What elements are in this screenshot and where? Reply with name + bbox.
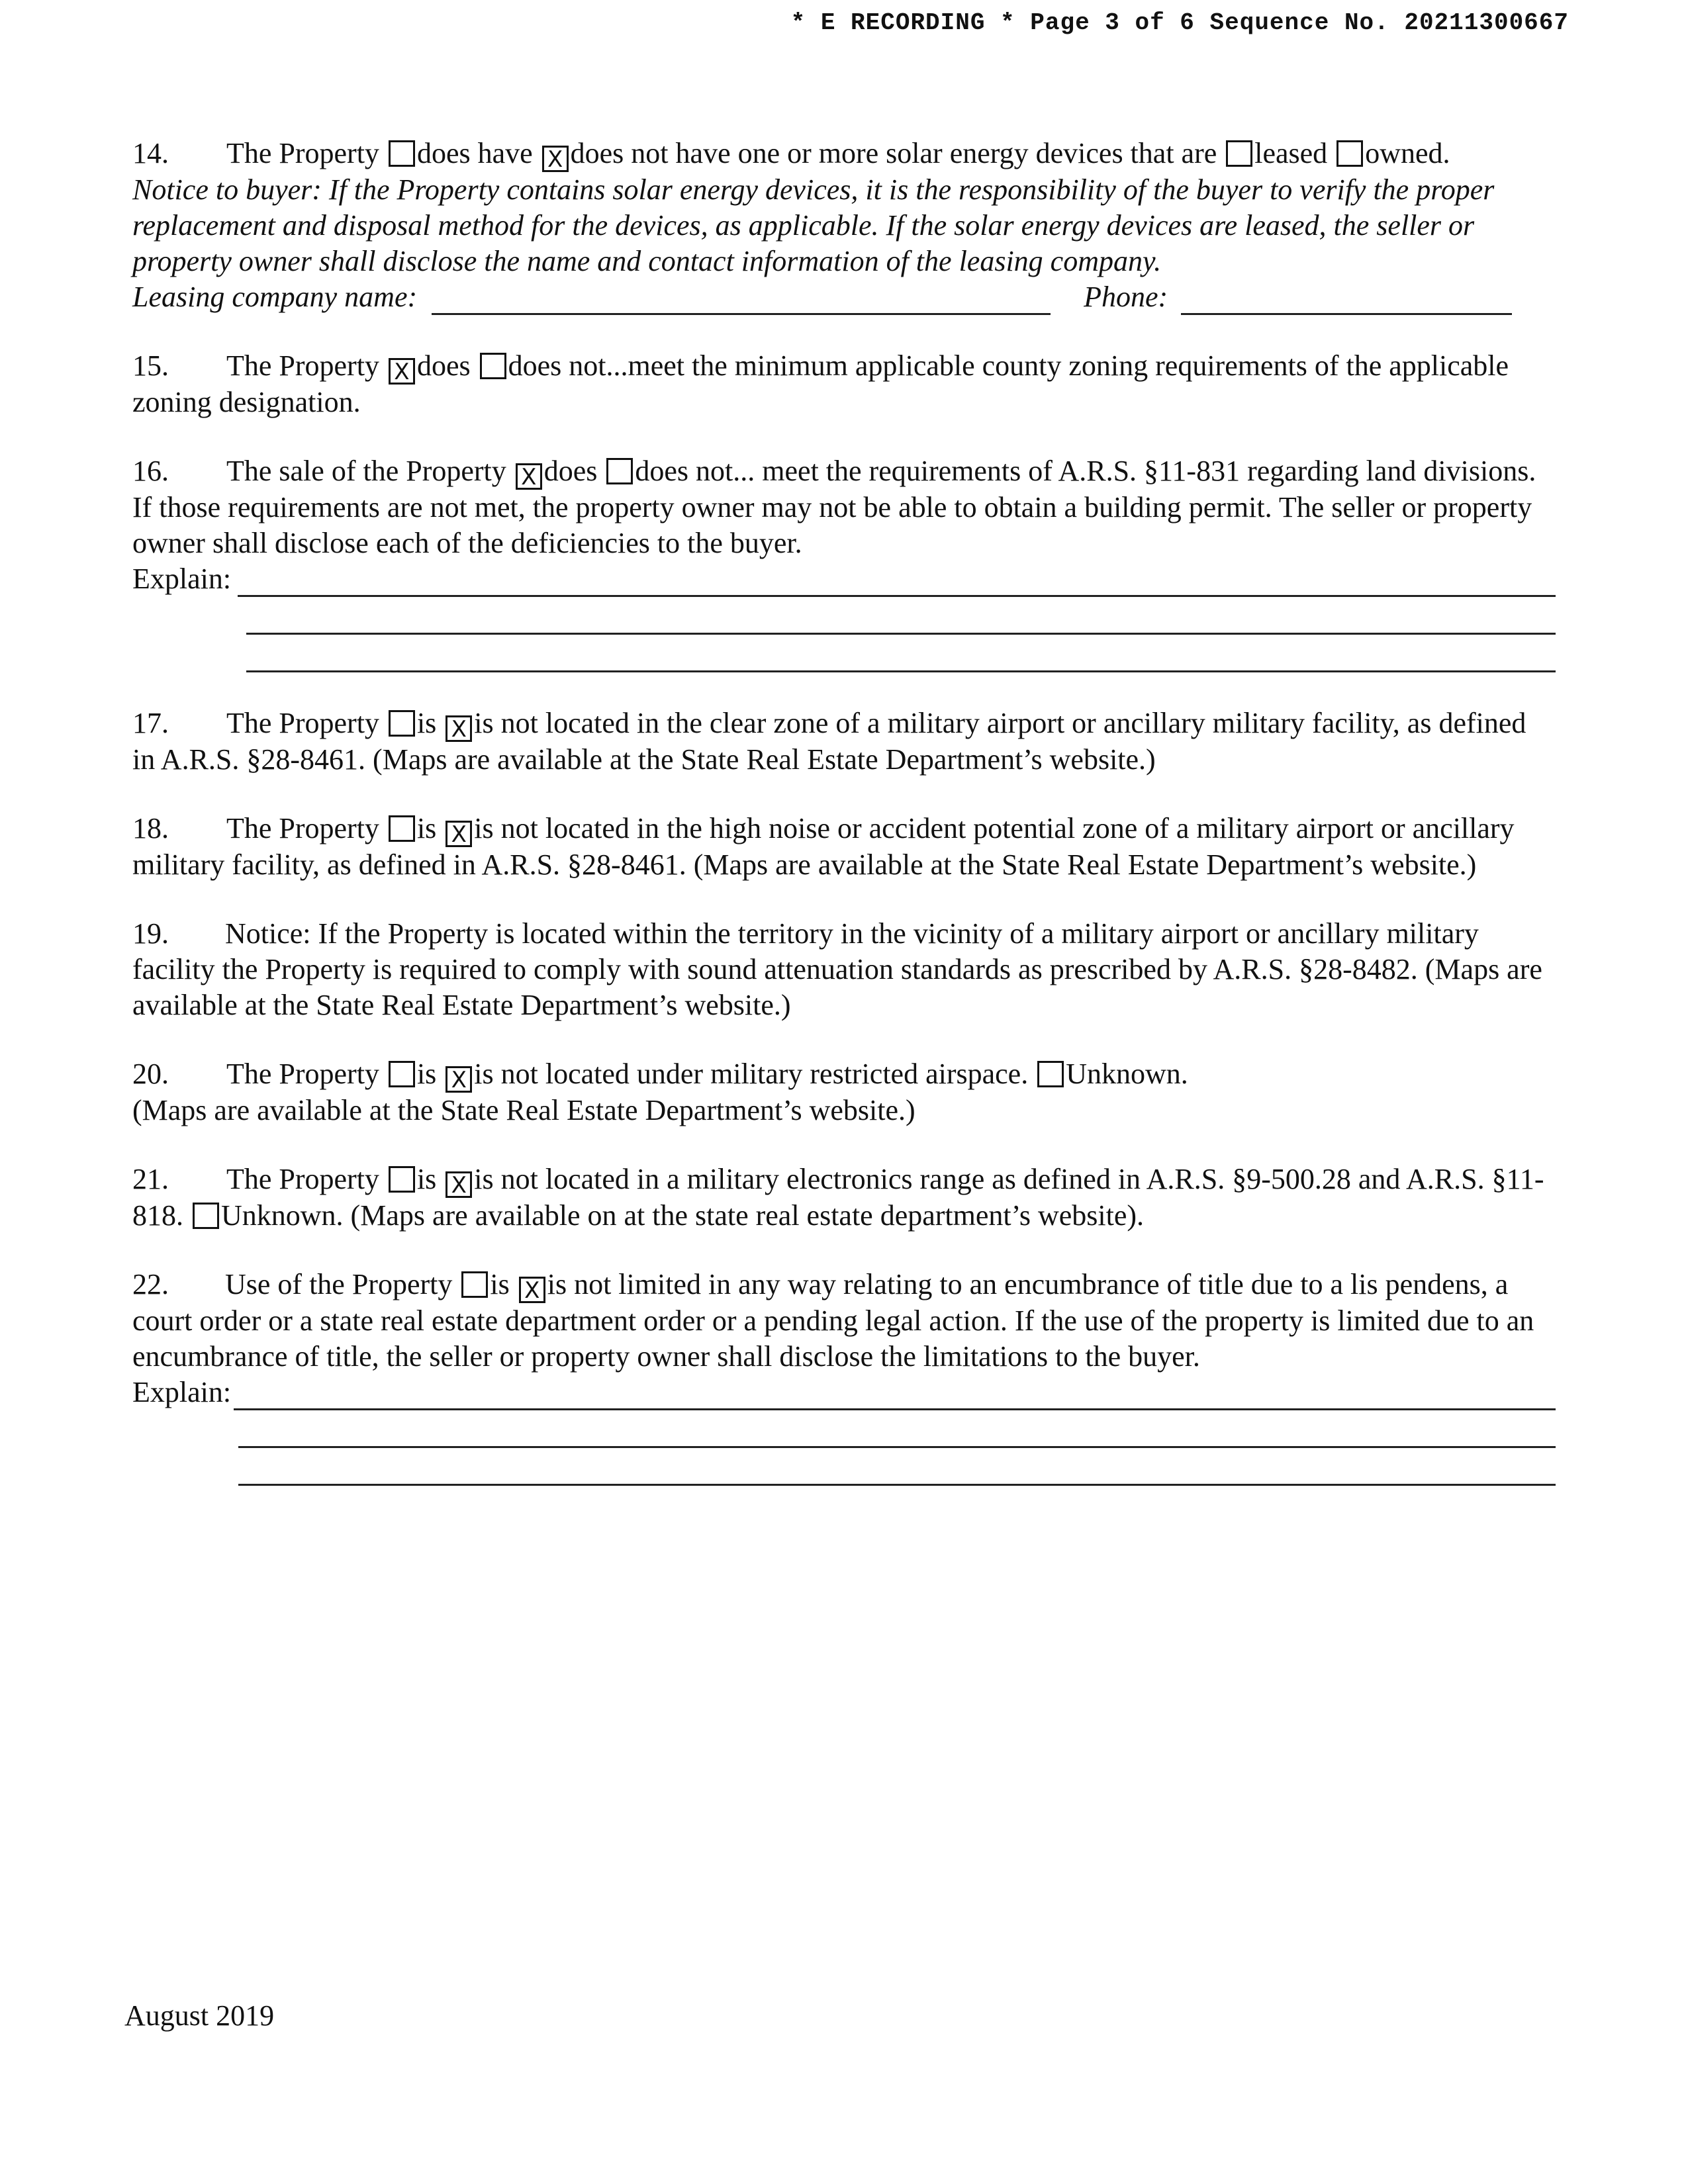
item-15 [132, 348, 1556, 420]
explain-label: Explain: [132, 563, 232, 595]
zoning-does-not-checkbox[interactable] [480, 353, 506, 379]
item-14 [132, 136, 1556, 315]
item-text: is not limited in any way relating to an encumbrance of title due to a lis pendens, a court order or a state real estate department order or a pending legal action. If the use of the property is limited due to an encumbrance of title, the seller or property owner shall disclose the limitations to the buyer. [132, 1268, 1534, 1373]
item-text: is [416, 812, 437, 844]
explain-field[interactable] [246, 635, 1556, 672]
item-number: 20. [132, 1058, 169, 1090]
item-text: does not...meet the minimum applicable county zoning requirements of the applicable zoning designation. [132, 349, 1509, 418]
footer-date: August 2019 [124, 1999, 275, 2032]
item-text: is not located in the high noise or accident potential zone of a military airport or ancillary military facility, as defined in A.R.S. §28-8461. (Maps are available at the State Real Estate Department’s website.) [132, 812, 1515, 881]
item-text: The Property [226, 349, 379, 382]
item-text: does have [416, 137, 533, 169]
item-text: is [416, 1058, 437, 1090]
item-14-statement [132, 136, 1556, 172]
item-text: is not located under military restricted airspace. [474, 1058, 1029, 1090]
item-text: is [490, 1268, 510, 1300]
item-22 [132, 1267, 1556, 1486]
item-text: owned. [1365, 137, 1450, 169]
clear-zone-is-checkbox[interactable] [389, 710, 415, 737]
item-number: 22. [132, 1268, 169, 1300]
leasing-company-label: Leasing company name: [132, 281, 418, 313]
item-number: 19. [132, 917, 169, 950]
land-division-does-checkbox[interactable]: X [516, 463, 542, 490]
item-19 [132, 916, 1556, 1023]
zoning-does-checkbox[interactable]: X [389, 358, 415, 385]
solar-does-have-checkbox[interactable] [389, 140, 415, 167]
item-text: is not located in a military electronics range as defined in A.R.S. §9-500.28 and A.R.S. §11-818. [132, 1163, 1544, 1232]
item-text: is [416, 1163, 437, 1195]
item-text: The Property [226, 812, 379, 844]
restricted-airspace-is-checkbox[interactable] [389, 1061, 415, 1087]
item-16 [132, 453, 1556, 672]
leasing-company-row [132, 279, 1556, 315]
solar-owned-checkbox[interactable] [1336, 140, 1363, 167]
high-noise-is-checkbox[interactable] [389, 815, 415, 842]
item-number: 17. [132, 707, 169, 739]
item-20 [132, 1056, 1556, 1128]
item-text: The Property [226, 707, 379, 739]
encumbrance-is-checkbox[interactable] [461, 1271, 488, 1298]
item-text: The Property [226, 137, 379, 169]
restricted-airspace-is-not-checkbox[interactable]: X [445, 1066, 472, 1093]
restricted-airspace-unknown-checkbox[interactable] [1037, 1061, 1064, 1087]
explain-field[interactable] [238, 569, 1556, 597]
item-text: does [543, 455, 598, 487]
item-text: Use of the Property [225, 1268, 453, 1300]
clear-zone-is-not-checkbox[interactable]: X [445, 715, 472, 742]
solar-does-not-have-checkbox[interactable]: X [542, 146, 569, 172]
explain-field[interactable] [234, 1382, 1556, 1410]
phone-label: Phone: [1084, 281, 1168, 313]
item-text: Unknown. (Maps are available on at the state real estate department’s website). [221, 1199, 1145, 1232]
item-number: 16. [132, 455, 169, 487]
phone-field[interactable] [1181, 287, 1512, 315]
item-text: does [416, 349, 471, 382]
item-21 [132, 1161, 1556, 1234]
item-text: Unknown. [1066, 1058, 1188, 1090]
item-number: 18. [132, 812, 169, 844]
item-text: The Property [226, 1058, 379, 1090]
solar-leased-checkbox[interactable] [1226, 140, 1252, 167]
item-text: is not located in the clear zone of a military airport or ancillary military facility, as defined in A.R.S. §28-8461. (Maps are available at the State Real Estate Department’s website.) [132, 707, 1526, 776]
leasing-company-field[interactable] [432, 287, 1051, 315]
item-text: leased [1254, 137, 1328, 169]
solar-notice-text: Notice to buyer: If the Property contains solar energy devices, it is the responsibility of the buyer to verify the proper replacement and disposal method for the devices, as applicable. If the solar energy devices are leased, the seller or property owner shall disclose the name and contact information of the leasing company. [132, 173, 1495, 277]
item-text: (Maps are available at the State Real Estate Department’s website.) [132, 1094, 915, 1126]
explain-label: Explain: [132, 1376, 232, 1408]
item-text: does not have one or more solar energy devices that are [570, 137, 1217, 169]
item-number: 14. [132, 137, 169, 169]
recording-header: * E RECORDING * Page 3 of 6 Sequence No. 20211300667 [790, 9, 1569, 36]
electronics-range-is-checkbox[interactable] [389, 1166, 415, 1193]
item-text: is [416, 707, 437, 739]
disclosure-body [132, 136, 1556, 1519]
encumbrance-is-not-checkbox[interactable]: X [519, 1277, 545, 1303]
item-text: The sale of the Property [226, 455, 506, 487]
explain-field[interactable] [238, 1448, 1556, 1486]
explain-row [132, 1375, 1556, 1410]
high-noise-is-not-checkbox[interactable]: X [445, 821, 472, 847]
explain-row [132, 561, 1556, 597]
item-text: does not... meet the requirements of A.R.S. §11-831 regarding land divisions. If those requirements are not met, the property owner may not be able to obtain a building permit. The seller or property owner shall disclose each of the deficiencies to the buyer. [132, 455, 1536, 559]
item-text: Notice: If the Property is located within the territory in the vicinity of a military airport or ancillary military facility the Property is required to comply with sound attenuation standards as prescribed by A.R.S. §28-8482. (Maps are available at the State Real Estate Department’s website.) [132, 917, 1542, 1021]
explain-field[interactable] [238, 1410, 1556, 1448]
land-division-does-not-checkbox[interactable] [606, 458, 633, 484]
item-number: 21. [132, 1163, 169, 1195]
item-text: The Property [226, 1163, 379, 1195]
explain-field[interactable] [246, 597, 1556, 635]
electronics-range-unknown-checkbox[interactable] [193, 1203, 219, 1229]
item-number: 15. [132, 349, 169, 382]
item-17 [132, 705, 1556, 778]
electronics-range-is-not-checkbox[interactable]: X [445, 1171, 472, 1198]
item-18 [132, 811, 1556, 883]
